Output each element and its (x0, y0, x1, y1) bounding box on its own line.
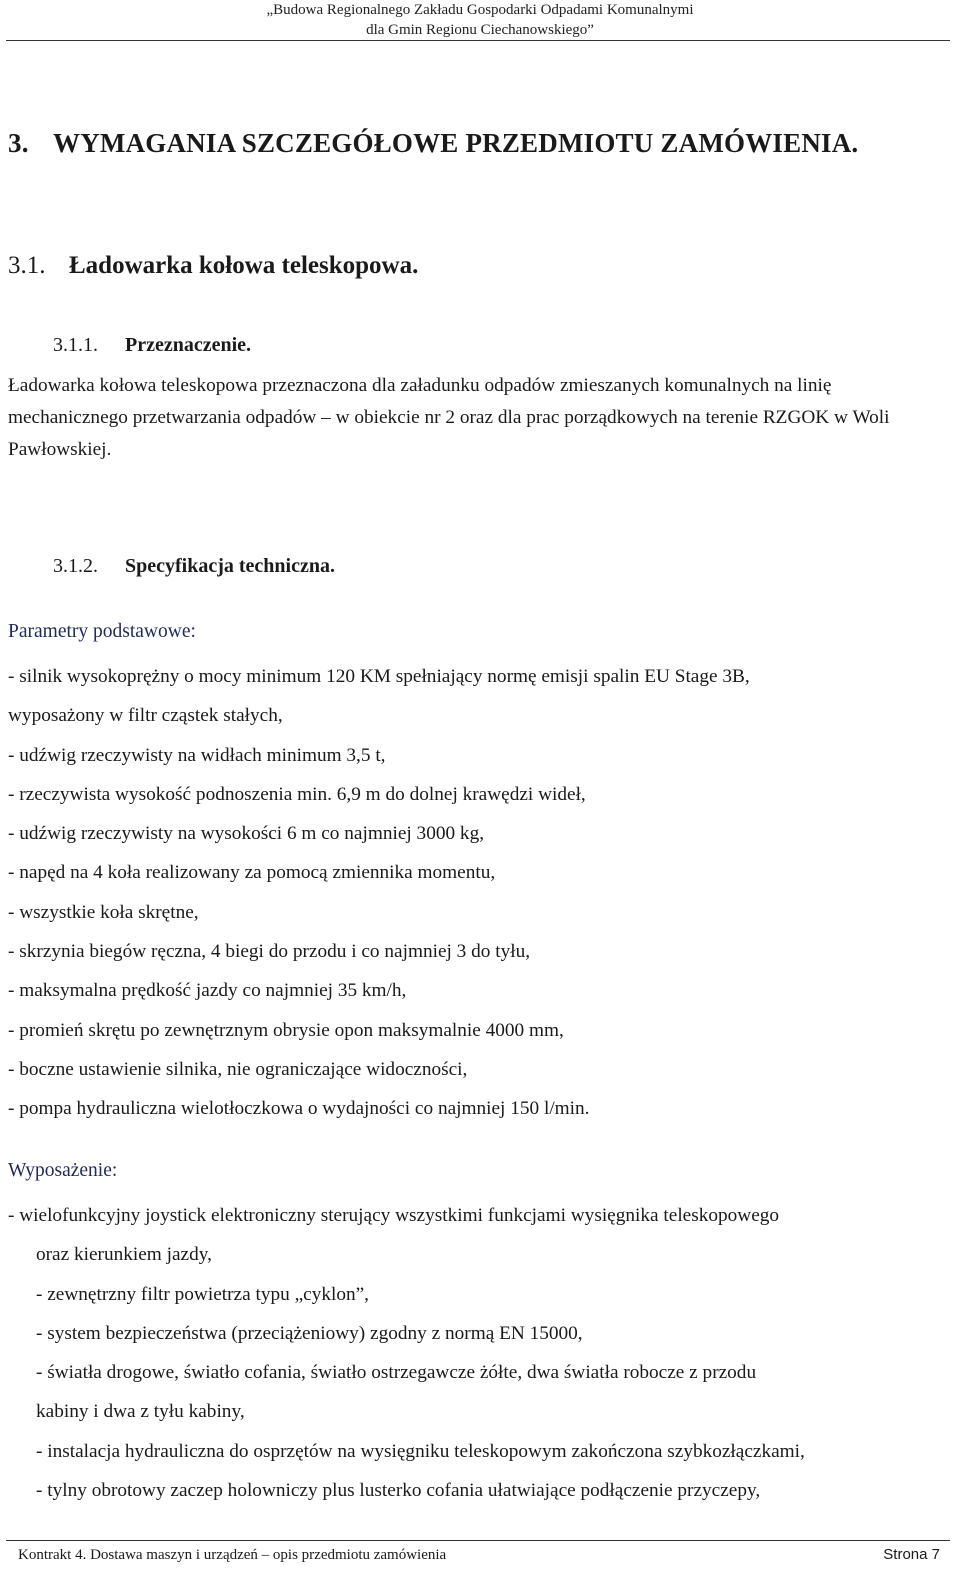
list-item: - wszystkie koła skrętne, (8, 901, 199, 923)
list-item: - udźwig rzeczywisty na widłach minimum 3,5 t, (8, 744, 386, 766)
footer-contract-text: Kontrakt 4. Dostawa maszyn i urządzeń – opis przedmiotu zamówienia (18, 1547, 447, 1563)
page-number: Strona 7 (883, 1546, 940, 1563)
section-title: WYMAGANIA SZCZEGÓŁOWE PRZEDMIOTU ZAMÓWIENIA. (53, 128, 859, 158)
params-list (8, 657, 952, 1129)
list-item: - boczne ustawienie silnika, nie ograniczające widoczności, (8, 1058, 468, 1080)
purpose-heading (53, 334, 251, 357)
purpose-paragraph: Ładowarka kołowa teleskopowa przeznaczona dla załadunku odpadów zmieszanych komunalnych na linię mechanicznego przetwarzania odpadów – w obiekcie nr 2 oraz dla prac porządkowych na terenie RZGOK w Woli Pawłowskiej. (8, 375, 890, 460)
subsection-title: Ładowarka kołowa teleskopowa. (69, 252, 419, 279)
header-title-line-2: dla Gmin Regionu Ciechanowskiego” (366, 22, 594, 38)
equipment-list (8, 1196, 952, 1510)
list-item: - rzeczywista wysokość podnoszenia min. 6,9 m do dolnej krawędzi wideł, (8, 783, 586, 805)
header-divider (6, 40, 950, 41)
spec-title: Specyfikacja techniczna. (125, 555, 335, 577)
section-number: 3. (8, 128, 29, 158)
list-item: - napęd na 4 koła realizowany za pomocą zmiennika momentu, (8, 862, 496, 884)
page-header (0, 0, 960, 40)
purpose-number: 3.1.1. (53, 334, 98, 356)
spec-heading (53, 555, 335, 578)
section-heading (8, 128, 858, 159)
list-item: - udźwig rzeczywisty na wysokości 6 m co najmniej 3000 kg, (8, 823, 485, 845)
purpose-title: Przeznaczenie. (125, 334, 252, 356)
list-item: - tylny obrotowy zaczep holowniczy plus lusterko cofania ułatwiające podłączenie przyczepy, (36, 1480, 761, 1502)
header-title-line-1: „Budowa Regionalnego Zakładu Gospodarki Odpadami Komunalnymi (266, 2, 694, 18)
list-item: - światła drogowe, światło cofania, światło ostrzegawcze żółte, dwa światła robocze z przodu (36, 1362, 757, 1384)
equipment-label: Wyposażenie: (8, 1160, 118, 1181)
subsection-heading (8, 252, 418, 280)
list-item: - zewnętrzny filtr powietrza typu „cyklon”, (36, 1283, 369, 1305)
list-item: kabiny i dwa z tyłu kabiny, (36, 1401, 245, 1423)
list-item: oraz kierunkiem jazdy, (36, 1244, 212, 1266)
list-item: - wielofunkcyjny joystick elektroniczny sterujący wszystkimi funkcjami wysięgnika teleskopowego (8, 1205, 780, 1226)
list-item: - silnik wysokoprężny o mocy minimum 120 KM spełniający normę emisji spalin EU Stage 3B, (8, 666, 750, 687)
list-item: - instalacja hydrauliczna do osprzętów na wysięgniku teleskopowym zakończona szybkozłączkami, (36, 1440, 805, 1462)
list-item: - system bezpieczeństwa (przeciążeniowy) zgodny z normą EN 15000, (36, 1322, 583, 1344)
page-footer (18, 1545, 940, 1565)
params-label: Parametry podstawowe: (8, 621, 196, 642)
list-item: - pompa hydrauliczna wielotłoczkowa o wydajności co najmniej 150 l/min. (8, 1098, 590, 1120)
list-item: - skrzynia biegów ręczna, 4 biegi do przodu i co najmniej 3 do tyłu, (8, 941, 531, 963)
list-item: - maksymalna prędkość jazdy co najmniej 35 km/h, (8, 980, 407, 1002)
spec-number: 3.1.2. (53, 555, 98, 577)
list-item: wyposażony w filtr cząstek stałych, (8, 705, 283, 727)
footer-divider (6, 1540, 950, 1541)
subsection-number: 3.1. (8, 252, 46, 279)
list-item: - promień skrętu po zewnętrznym obrysie opon maksymalnie 4000 mm, (8, 1019, 564, 1041)
